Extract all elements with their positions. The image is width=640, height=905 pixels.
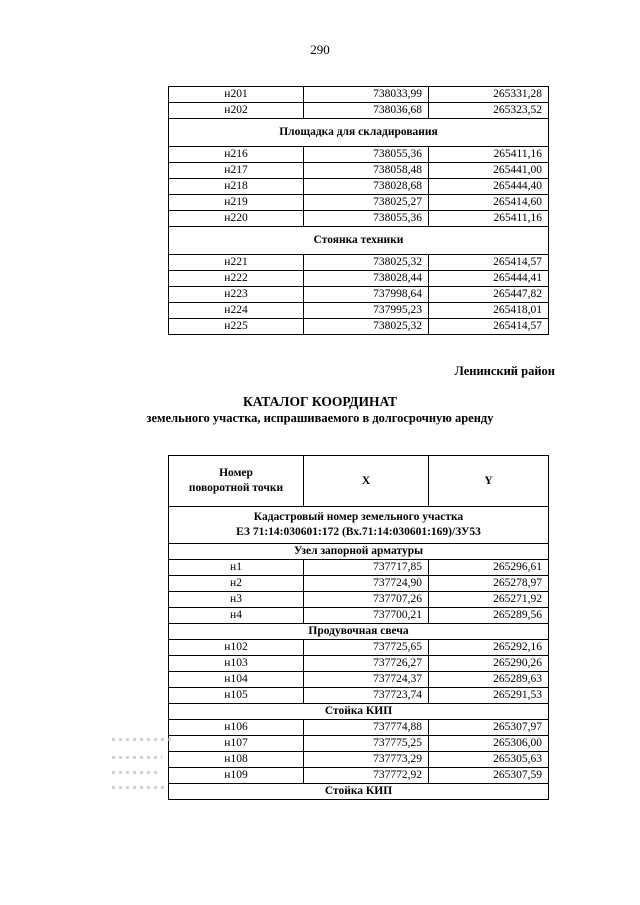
scan-smudge	[112, 756, 162, 759]
x-cell: 737717,85	[304, 560, 429, 576]
y-cell: 265441,00	[429, 163, 549, 179]
header-y: Y	[429, 456, 549, 507]
point-cell: н4	[169, 608, 304, 624]
x-cell: 737700,21	[304, 608, 429, 624]
x-cell: 737995,23	[304, 303, 429, 319]
point-cell: н202	[169, 103, 304, 119]
y-cell: 265414,60	[429, 195, 549, 211]
x-cell: 738025,27	[304, 195, 429, 211]
y-cell: 265296,61	[429, 560, 549, 576]
catalog-title: КАТАЛОГ КООРДИНАТ	[242, 394, 398, 409]
x-cell: 737774,88	[304, 720, 429, 736]
x-cell: 738028,44	[304, 271, 429, 287]
section-title: Стойка КИП	[169, 704, 549, 720]
x-cell: 737725,65	[304, 640, 429, 656]
y-cell: 265444,41	[429, 271, 549, 287]
point-cell: н216	[169, 147, 304, 163]
x-cell: 738055,36	[304, 147, 429, 163]
table-row	[169, 656, 549, 672]
table-row	[169, 672, 549, 688]
table-header-row	[169, 456, 549, 507]
y-cell: 265411,16	[429, 211, 549, 227]
point-cell: н3	[169, 592, 304, 608]
y-cell: 265289,63	[429, 672, 549, 688]
scan-smudge	[112, 738, 172, 741]
section-row	[169, 624, 549, 640]
x-cell: 737775,25	[304, 736, 429, 752]
x-cell: 737772,92	[304, 768, 429, 784]
point-cell: н2	[169, 576, 304, 592]
y-cell: 265444,40	[429, 179, 549, 195]
table-row	[169, 195, 549, 211]
table-row	[169, 255, 549, 271]
y-cell: 265447,82	[429, 287, 549, 303]
x-cell: 738055,36	[304, 211, 429, 227]
point-cell: н104	[169, 672, 304, 688]
y-cell: 265418,01	[429, 303, 549, 319]
table-row	[169, 271, 549, 287]
table-row	[169, 640, 549, 656]
table-row	[169, 592, 549, 608]
y-cell: 265290,26	[429, 656, 549, 672]
x-cell: 738025,32	[304, 319, 429, 335]
point-cell: н1	[169, 560, 304, 576]
table-row	[169, 179, 549, 195]
table-row	[169, 147, 549, 163]
y-cell: 265323,52	[429, 103, 549, 119]
table-row	[169, 688, 549, 704]
table-row	[169, 768, 549, 784]
table-row	[169, 560, 549, 576]
cadastral-row	[169, 507, 549, 544]
table-row	[169, 736, 549, 752]
section-row	[169, 704, 549, 720]
point-cell: н109	[169, 768, 304, 784]
point-cell: н107	[169, 736, 304, 752]
point-cell: н220	[169, 211, 304, 227]
y-cell: 265414,57	[429, 319, 549, 335]
point-cell: н224	[169, 303, 304, 319]
table-row	[169, 303, 549, 319]
y-cell: 265414,57	[429, 255, 549, 271]
coordinates-catalog-table	[168, 455, 549, 800]
scan-smudge	[112, 786, 166, 789]
point-cell: н108	[169, 752, 304, 768]
y-cell: 265291,53	[429, 688, 549, 704]
point-cell: н106	[169, 720, 304, 736]
section-row	[169, 119, 549, 147]
scan-smudge	[112, 771, 158, 774]
point-cell: н105	[169, 688, 304, 704]
point-cell: н225	[169, 319, 304, 335]
table-row	[169, 287, 549, 303]
y-cell: 265289,56	[429, 608, 549, 624]
point-cell: н221	[169, 255, 304, 271]
y-cell: 265307,59	[429, 768, 549, 784]
x-cell: 737723,74	[304, 688, 429, 704]
x-cell: 738058,48	[304, 163, 429, 179]
point-cell: н218	[169, 179, 304, 195]
catalog-subtitle: земельного участка, испрашиваемого в долгосрочную аренду	[146, 411, 494, 425]
y-cell: 265307,97	[429, 720, 549, 736]
point-cell: н223	[169, 287, 304, 303]
section-row	[169, 784, 549, 800]
x-cell: 737726,27	[304, 656, 429, 672]
table-row	[169, 87, 549, 103]
x-cell: 737773,29	[304, 752, 429, 768]
y-cell: 265411,16	[429, 147, 549, 163]
point-cell: н222	[169, 271, 304, 287]
section-title: Стойка КИП	[169, 784, 549, 800]
table-row	[169, 608, 549, 624]
section-title: Продувочная свеча	[169, 624, 549, 640]
y-cell: 265271,92	[429, 592, 549, 608]
x-cell: 738033,99	[304, 87, 429, 103]
section-title: Площадка для складирования	[169, 119, 549, 147]
table-row	[169, 720, 549, 736]
section-row	[169, 544, 549, 560]
y-cell: 265305,63	[429, 752, 549, 768]
table-row	[169, 576, 549, 592]
x-cell: 737724,37	[304, 672, 429, 688]
x-cell: 737724,90	[304, 576, 429, 592]
table-row	[169, 163, 549, 179]
point-cell: н102	[169, 640, 304, 656]
y-cell: 265331,28	[429, 87, 549, 103]
table-row	[169, 319, 549, 335]
point-cell: н219	[169, 195, 304, 211]
x-cell: 738036,68	[304, 103, 429, 119]
point-cell: н217	[169, 163, 304, 179]
table-row	[169, 103, 549, 119]
page-number: 290	[310, 42, 330, 57]
section-title: Узел запорной арматуры	[169, 544, 549, 560]
y-cell: 265292,16	[429, 640, 549, 656]
cadastral-number: Кадастровый номер земельного участка ЕЗ 71:14:030601:172 (Вх.71:14:030601:169)/ЗУ53	[169, 507, 549, 544]
y-cell: 265278,97	[429, 576, 549, 592]
section-row	[169, 227, 549, 255]
header-point-number: Номер поворотной точки	[169, 456, 304, 507]
point-cell: н201	[169, 87, 304, 103]
section-title: Стоянка техники	[169, 227, 549, 255]
x-cell: 737998,64	[304, 287, 429, 303]
table-row	[169, 752, 549, 768]
point-cell: н103	[169, 656, 304, 672]
x-cell: 738028,68	[304, 179, 429, 195]
coordinates-table-continued	[168, 86, 549, 335]
table-row	[169, 211, 549, 227]
header-x: X	[304, 456, 429, 507]
district-label: Ленинский район	[454, 364, 555, 378]
x-cell: 737707,26	[304, 592, 429, 608]
x-cell: 738025,32	[304, 255, 429, 271]
y-cell: 265306,00	[429, 736, 549, 752]
